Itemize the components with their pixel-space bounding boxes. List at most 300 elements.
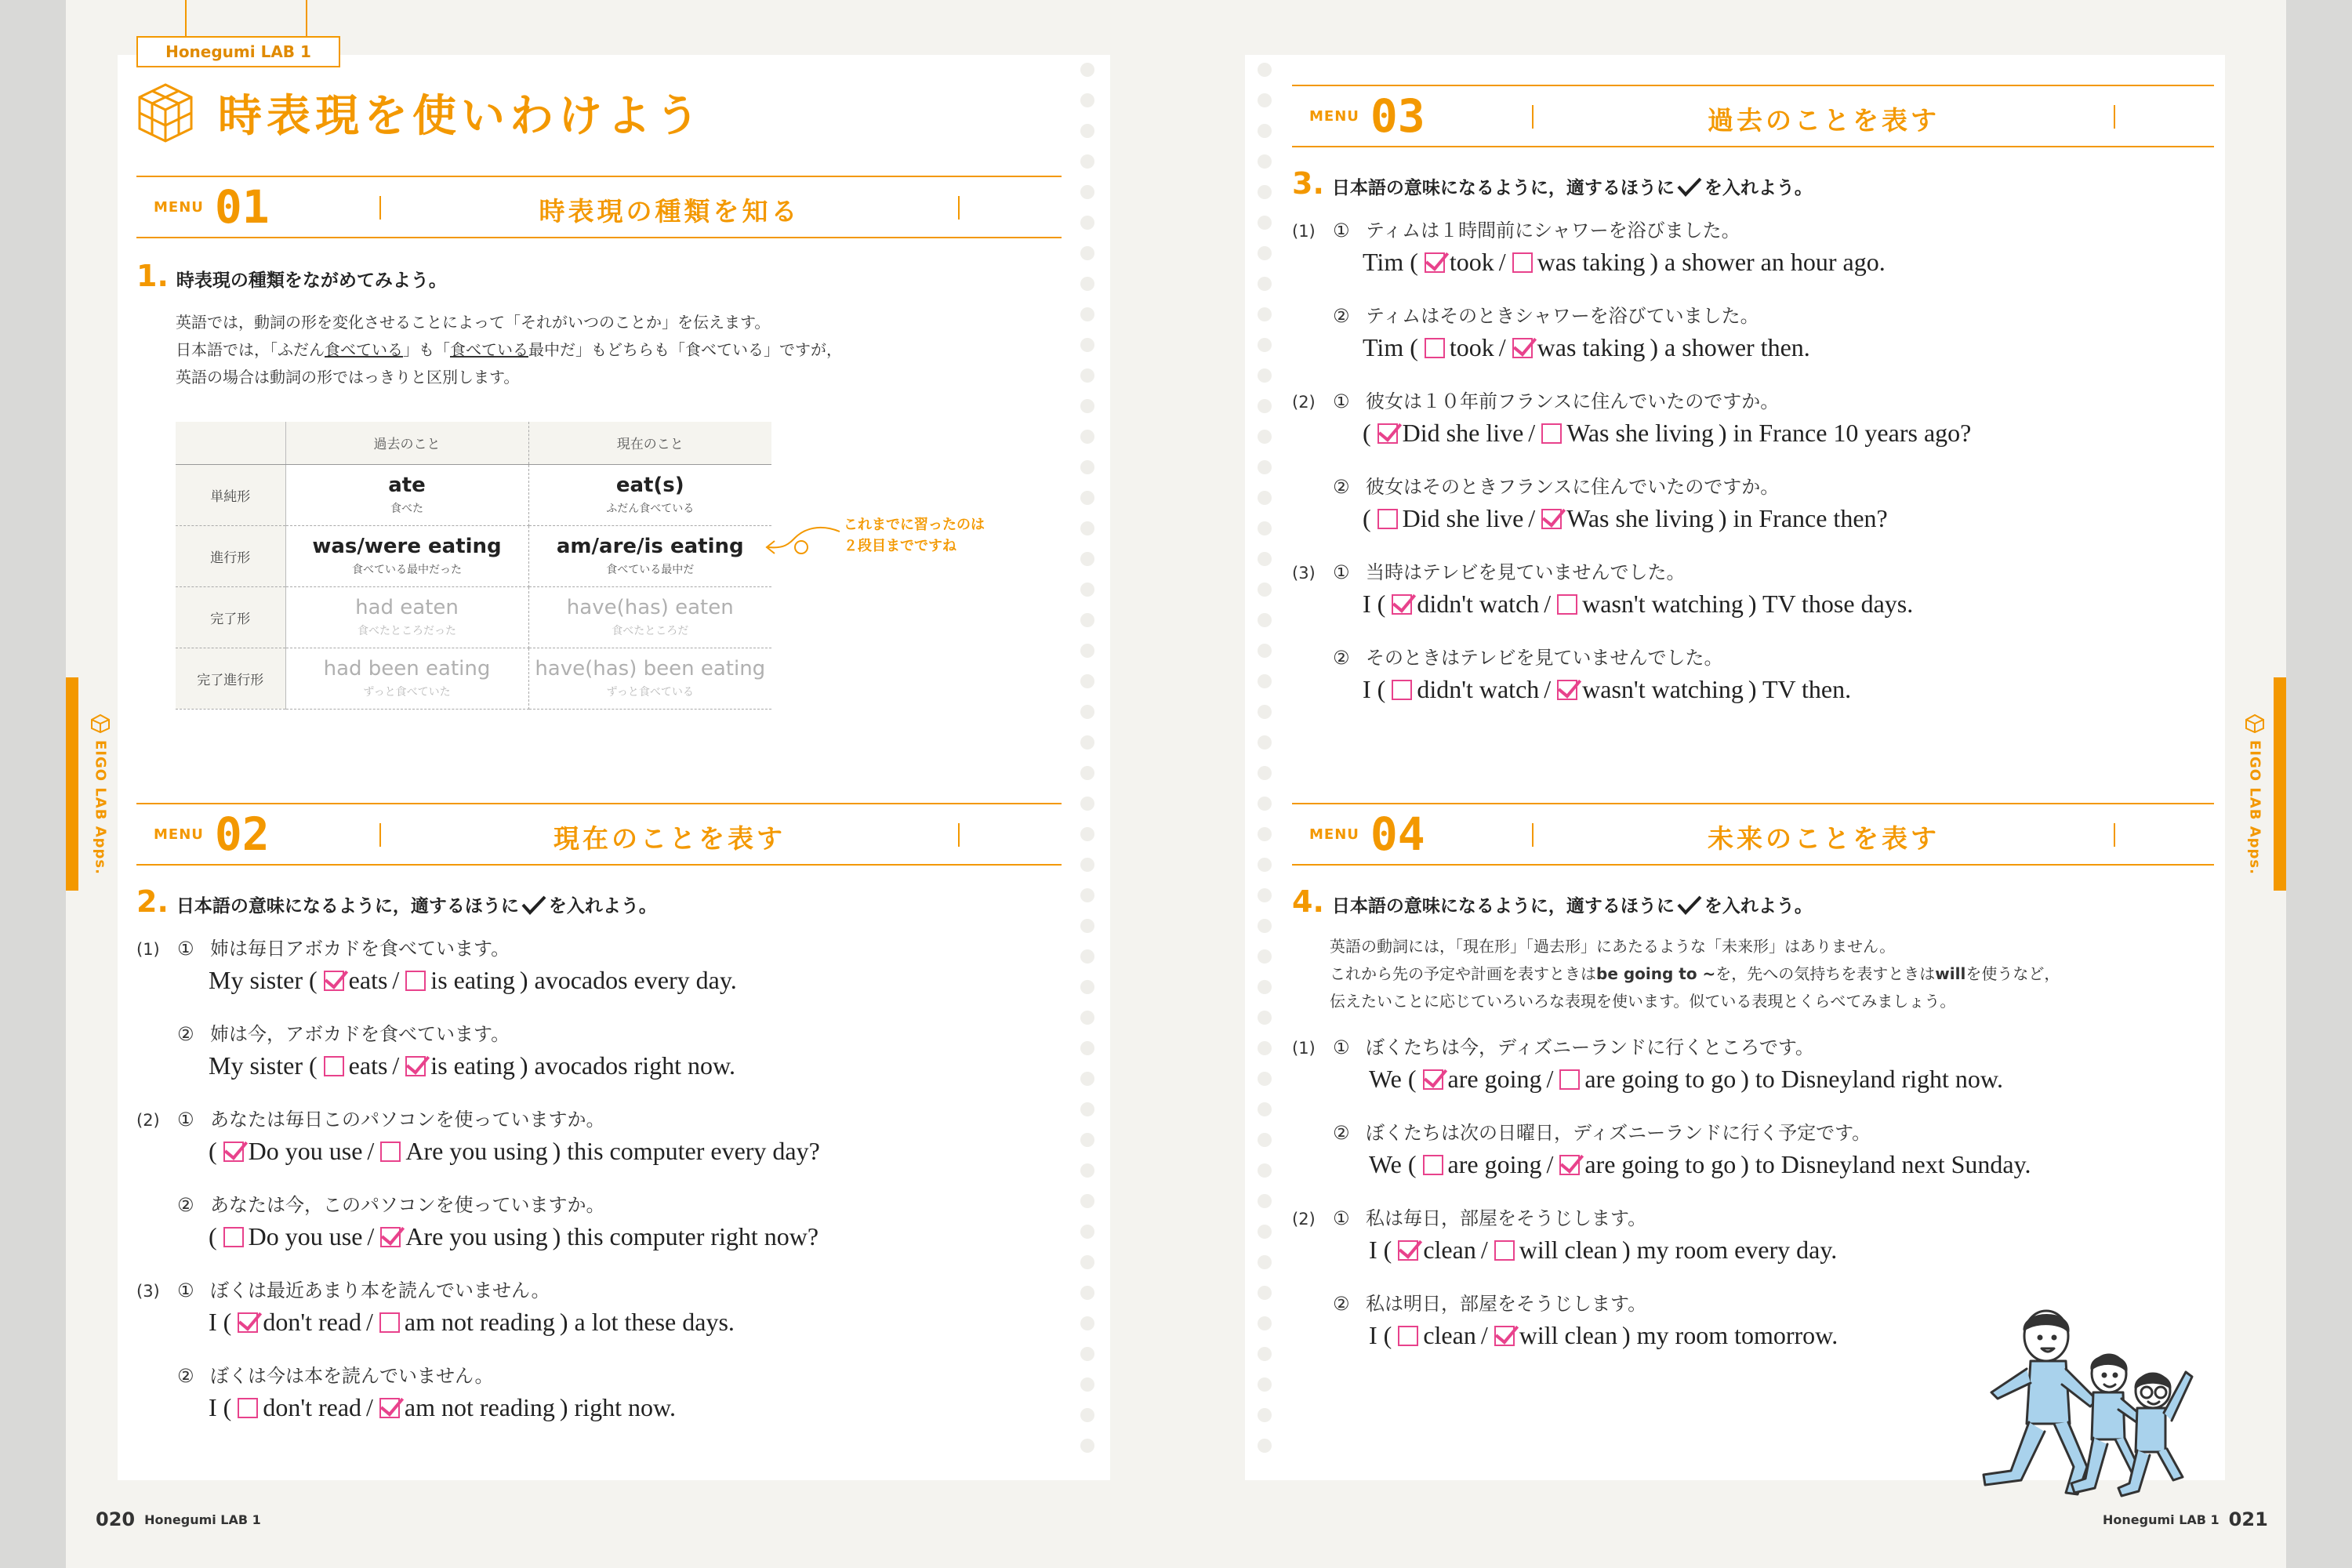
question-number: 3. [1292, 166, 1324, 201]
menu-title: 時表現の種類を知る [539, 196, 800, 227]
option-slash: / [1480, 1236, 1488, 1264]
item-number: ① [177, 938, 194, 960]
checkbox-option-1[interactable] [1398, 1240, 1418, 1261]
option-slash: / [1528, 504, 1536, 532]
sentence-end: ) my room every day. [1621, 1236, 1838, 1264]
cell-past [285, 586, 528, 648]
sentence-end: ) this computer every day? [552, 1137, 820, 1165]
cube-grid-icon [90, 713, 111, 734]
exercise-answer [1369, 1321, 1838, 1350]
binding-hole [1080, 521, 1094, 535]
question-3-heading [1292, 166, 1813, 201]
menu-number: 03 [1370, 89, 1425, 143]
checkbox-option-1[interactable] [238, 1312, 258, 1333]
table-row [176, 525, 771, 586]
exercise-prompt [136, 1104, 605, 1131]
binding-hole [1080, 399, 1094, 413]
cell-form: was/were eating [312, 535, 502, 558]
exercise-answer [1369, 1150, 2031, 1179]
table-header-present: 現在のこと [528, 422, 771, 464]
curved-arrow-icon [757, 521, 844, 560]
option-slash: / [1546, 1065, 1554, 1093]
question-text-a: 日本語の意味になるように，適するほうに [1331, 896, 1675, 916]
cell-past [285, 648, 528, 709]
question-text [176, 891, 657, 917]
group-number: (1) [1292, 1039, 1316, 1058]
checkbox-option-2[interactable] [1559, 1155, 1580, 1175]
checkbox-option-1[interactable] [1425, 252, 1445, 273]
binding-hole [1258, 1011, 1272, 1025]
page-number: 021 [2228, 1508, 2268, 1530]
exercise-prompt [136, 933, 510, 960]
binding-hole [1258, 521, 1272, 535]
option-2-text: was taking [1537, 248, 1646, 276]
check-mark-icon [1676, 176, 1703, 197]
binding-hole [1080, 735, 1094, 750]
binding-hole [1080, 613, 1094, 627]
sentence-start: Tim ( [1363, 333, 1418, 361]
cell-meaning: 食べたところだった [358, 625, 456, 637]
checkbox-option-1[interactable] [1423, 1155, 1443, 1175]
sentence-end: ) to Disneyland right now. [1740, 1065, 2003, 1093]
item-number: ① [1333, 220, 1350, 241]
sentence-end: ) right now. [559, 1393, 676, 1421]
binding-hole [1258, 552, 1272, 566]
exercise-answer [1363, 590, 1913, 619]
option-slash: / [1480, 1321, 1488, 1349]
option-slash: / [392, 966, 400, 994]
menu-number: 04 [1370, 808, 1425, 861]
note-line: これまでに習ったのは [844, 517, 985, 533]
question-2-heading [136, 884, 657, 919]
sentence-end: ) a lot these days. [559, 1308, 735, 1336]
option-1-text: don't read [263, 1393, 362, 1421]
cell-meaning: 食べている最中だった [352, 564, 462, 576]
binding-hole [1258, 1041, 1272, 1055]
checkbox-option-1[interactable] [1425, 338, 1445, 358]
intro-text: を使うなど， [1965, 964, 2060, 983]
binding-hole [1258, 980, 1272, 994]
binding-hole [1258, 1225, 1272, 1239]
option-slash: / [392, 1051, 400, 1080]
sentence-start: Tim ( [1363, 248, 1418, 276]
menu-title: 過去のことを表す [1708, 105, 1940, 136]
option-1-text: clean [1423, 1236, 1476, 1264]
option-1-text: Did she live [1402, 419, 1524, 447]
binding-holes-left [1080, 63, 1094, 1469]
checkbox-option-1[interactable] [324, 1056, 344, 1076]
item-number: ① [1333, 390, 1350, 412]
cell-form: am/are/is eating [556, 535, 744, 558]
binding-hole [1258, 185, 1272, 199]
table-corner [176, 422, 285, 464]
option-slash: / [1498, 333, 1506, 361]
cell-present [528, 648, 771, 709]
item-number: ① [1333, 1207, 1350, 1229]
question-text-b: を入れよう。 [1704, 896, 1813, 916]
binding-hole [1258, 491, 1272, 505]
binding-hole [1258, 827, 1272, 841]
page-title-text: 時表現を使いわけよう [218, 91, 704, 142]
menu-03-bar [1292, 85, 2214, 147]
cell-form: eat(s) [615, 474, 684, 497]
binding-hole [1258, 949, 1272, 964]
checkbox-option-2[interactable] [1559, 1069, 1580, 1090]
binding-hole [1080, 216, 1094, 230]
checkbox-option-2[interactable] [380, 1227, 401, 1247]
binding-hole [1258, 1316, 1272, 1330]
checkbox-option-1[interactable] [1377, 423, 1398, 444]
binding-hole [1080, 246, 1094, 260]
japanese-sentence: ぼくたちは今，ディズニーランドに行くところです。 [1366, 1036, 1814, 1058]
binding-hole [1258, 368, 1272, 383]
intro-line: 伝えたいことに応じていろいろな表現を使います。似ている表現とくらべてみましょう。 [1330, 992, 1956, 1011]
exercise-answer [209, 1308, 735, 1337]
option-slash: / [366, 1308, 373, 1336]
question-number: 4. [1292, 884, 1324, 919]
checkbox-option-2[interactable] [1512, 338, 1533, 358]
sentence-start: My sister ( [209, 966, 318, 994]
binding-hole [1080, 827, 1094, 841]
cube-grid-icon [2245, 713, 2265, 734]
exercise-prompt [1292, 642, 1723, 670]
binding-hole [1258, 124, 1272, 138]
row-label: 進行形 [176, 525, 285, 586]
tag-string-right [306, 0, 307, 38]
binding-hole [1080, 980, 1094, 994]
checkbox-option-2[interactable] [405, 971, 426, 991]
japanese-sentence: 姉は今，アボカドを食べています。 [210, 1023, 510, 1045]
option-2-text: am not reading [404, 1393, 555, 1421]
checkbox-option-2[interactable] [1541, 423, 1562, 444]
sentence-end: ) in France 10 years ago? [1718, 419, 1972, 447]
option-2-text: wasn't watching [1582, 675, 1744, 703]
option-2-text: Are you using [405, 1137, 548, 1165]
binding-hole [1080, 368, 1094, 383]
page-number: 020 [96, 1508, 136, 1530]
option-1-text: Did she live [1402, 504, 1524, 532]
checkbox-option-2[interactable] [1557, 680, 1577, 700]
question-number: 1. [136, 259, 169, 293]
japanese-sentence: あなたは毎日このパソコンを使っていますか。 [210, 1109, 605, 1131]
sentence-end: ) TV then. [1748, 675, 1852, 703]
binding-hole [1080, 124, 1094, 138]
cell-meaning: 食べている最中だ [606, 564, 695, 576]
menu-separator [2114, 823, 2115, 847]
option-slash: / [367, 1222, 375, 1250]
sentence-start: We ( [1369, 1150, 1417, 1178]
japanese-sentence: 当時はテレビを見ていませんでした。 [1366, 561, 1686, 583]
exercise-prompt [136, 1189, 605, 1217]
binding-hole [1258, 1163, 1272, 1178]
checkbox-option-2[interactable] [380, 1142, 401, 1162]
footer-label: Honegumi LAB 1 [144, 1512, 261, 1527]
note-line: ２段目までですね [844, 538, 956, 554]
binding-hole [1258, 674, 1272, 688]
checkbox-option-1[interactable] [1392, 680, 1412, 700]
checkbox-option-1[interactable] [324, 971, 344, 991]
group-number: (3) [1292, 564, 1316, 583]
side-label-text: EIGO LAB Apps. [92, 740, 109, 875]
lab-tag: Honegumi LAB 1 [136, 36, 340, 67]
exercise-answer [209, 1393, 676, 1422]
checkbox-option-2[interactable] [1494, 1240, 1515, 1261]
binding-hole [1080, 1011, 1094, 1025]
cell-meaning: 食べた [390, 503, 423, 515]
intro-text: これから先の予定や計画を表すときは [1330, 964, 1596, 983]
binding-hole [1258, 460, 1272, 474]
cell-present [528, 525, 771, 586]
menu-separator [958, 196, 960, 220]
option-2-text: are going to go [1584, 1150, 1737, 1178]
cell-form: had eaten [355, 596, 459, 619]
exercise-answer [1369, 1236, 1837, 1265]
binding-hole [1258, 430, 1272, 444]
option-slash: / [367, 1137, 375, 1165]
option-2-text: am not reading [404, 1308, 555, 1336]
binding-hole [1080, 949, 1094, 964]
japanese-sentence: そのときはテレビを見ていませんでした。 [1366, 647, 1723, 669]
question-text-a: 日本語の意味になるように，適するほうに [176, 896, 519, 916]
japanese-sentence: あなたは今，このパソコンを使っていますか。 [210, 1194, 605, 1216]
item-number: ① [1333, 561, 1350, 583]
exercise-prompt [1292, 386, 1779, 413]
group-number: (2) [1292, 1210, 1316, 1229]
binding-hole [1080, 1225, 1094, 1239]
exercise-prompt [1292, 1117, 1871, 1145]
binding-hole [1080, 919, 1094, 933]
option-1-text: didn't watch [1417, 590, 1540, 618]
table-row [176, 464, 771, 525]
sentence-start: I ( [1363, 675, 1386, 703]
binding-hole [1258, 735, 1272, 750]
japanese-sentence: ティムはそのときシャワーを浴びていました。 [1366, 305, 1759, 327]
option-1-text: didn't watch [1417, 675, 1540, 703]
cell-past [285, 525, 528, 586]
binding-hole [1258, 919, 1272, 933]
japanese-sentence: ぼくは最近あまり本を読んでいません。 [210, 1279, 550, 1301]
binding-hole [1258, 246, 1272, 260]
checkbox-option-2[interactable] [379, 1398, 400, 1418]
table-header-past: 過去のこと [285, 422, 528, 464]
sentence-end: ) avocados every day. [519, 966, 737, 994]
binding-hole [1258, 1377, 1272, 1392]
cube-grid-icon [136, 82, 194, 144]
exercise-prompt [136, 1018, 510, 1046]
exercise-prompt [1292, 215, 1740, 242]
binding-hole [1258, 1255, 1272, 1269]
tense-table [176, 422, 771, 710]
binding-hole [1080, 797, 1094, 811]
menu-number: 01 [214, 180, 270, 234]
item-number: ② [177, 1023, 194, 1045]
sentence-end: ) to Disneyland next Sunday. [1740, 1150, 2031, 1178]
binding-hole [1080, 644, 1094, 658]
cell-meaning: ずっと食べていた [363, 686, 451, 699]
exercise-answer [1363, 419, 1971, 448]
option-1-text: eats [348, 1051, 388, 1080]
binding-hole [1258, 399, 1272, 413]
binding-hole [1258, 797, 1272, 811]
exercise-prompt [136, 1360, 493, 1388]
binding-hole [1080, 63, 1094, 77]
binding-hole [1080, 583, 1094, 597]
tag-string-left [185, 0, 187, 38]
option-1-text: clean [1423, 1321, 1476, 1349]
binding-hole [1258, 1194, 1272, 1208]
option-2-text: will clean [1519, 1321, 1617, 1349]
intro-underlined: 食べている [450, 340, 528, 359]
group-number: (2) [136, 1111, 160, 1130]
checkbox-option-1[interactable] [1398, 1326, 1418, 1346]
checkbox-option-2[interactable] [1494, 1326, 1515, 1346]
option-1-text: eats [348, 966, 388, 994]
intro-line [176, 336, 842, 364]
checkbox-option-1[interactable] [1392, 594, 1412, 615]
sentence-end: ) this computer right now? [552, 1222, 819, 1250]
cell-form: have(has) eaten [566, 596, 734, 619]
binding-hole [1080, 1133, 1094, 1147]
intro-line [1330, 960, 2060, 988]
binding-hole [1080, 858, 1094, 872]
checkbox-option-1[interactable] [223, 1142, 244, 1162]
checkbox-option-2[interactable] [1512, 252, 1533, 273]
checkbox-option-1[interactable] [223, 1227, 244, 1247]
binding-hole [1258, 888, 1272, 902]
checkbox-option-1[interactable] [1377, 509, 1398, 529]
binding-hole [1258, 1439, 1272, 1453]
menu-label: MENU [1309, 826, 1359, 843]
sentence-start: We ( [1369, 1065, 1417, 1093]
sentence-end: ) a shower an hour ago. [1650, 248, 1886, 276]
binding-hole [1080, 338, 1094, 352]
question-text-b: を入れよう。 [1704, 178, 1813, 198]
binding-hole [1258, 1347, 1272, 1361]
check-mark-icon [1676, 895, 1703, 915]
sentence-start: I ( [209, 1308, 232, 1336]
sentence-start: I ( [1369, 1321, 1392, 1349]
binding-hole [1080, 1072, 1094, 1086]
option-2-text: wasn't watching [1582, 590, 1744, 618]
sentence-end: ) TV those days. [1748, 590, 1914, 618]
page-title [136, 82, 704, 144]
item-number: ② [1333, 305, 1350, 327]
question-1-heading [136, 259, 447, 293]
cell-present [528, 586, 771, 648]
group-number: (1) [1292, 222, 1316, 241]
binding-hole [1258, 63, 1272, 77]
option-2-text: will clean [1519, 1236, 1617, 1264]
sentence-start: ( [209, 1222, 217, 1250]
table-row [176, 648, 771, 709]
option-1-text: took [1449, 248, 1494, 276]
side-label-right [2239, 713, 2270, 878]
intro-bold: be going to ~ [1596, 964, 1716, 983]
binding-hole [1258, 338, 1272, 352]
checkbox-option-2[interactable] [379, 1312, 400, 1333]
side-label-text: EIGO LAB Apps. [2246, 740, 2263, 875]
binding-hole [1080, 766, 1094, 780]
binding-hole [1258, 277, 1272, 291]
exercise-prompt [1292, 471, 1779, 499]
sentence-end: ) in France then? [1718, 504, 1888, 532]
sentence-end: ) a shower then. [1650, 333, 1810, 361]
menu-title: 未来のことを表す [1708, 823, 1940, 854]
checkbox-option-2[interactable] [405, 1056, 426, 1076]
question-text-b: を入れよう。 [548, 896, 657, 916]
row-label: 単純形 [176, 464, 285, 525]
row-label: 完了進行形 [176, 648, 285, 709]
question-4-heading [1292, 884, 1813, 919]
checkbox-option-1[interactable] [238, 1398, 258, 1418]
sentence-start: ( [1363, 419, 1371, 447]
exercise-answer [1363, 333, 1810, 362]
table-row [176, 586, 771, 648]
binding-hole [1080, 277, 1094, 291]
item-number: ① [177, 1279, 194, 1301]
option-1-text: took [1449, 333, 1494, 361]
binding-holes-right [1258, 63, 1272, 1469]
option-1-text: don't read [263, 1308, 362, 1336]
exercise-prompt [136, 1275, 550, 1302]
menu-separator [958, 823, 960, 847]
binding-hole [1258, 1102, 1272, 1116]
japanese-sentence: ティムは１時間前にシャワーを浴びました。 [1366, 220, 1740, 241]
item-number: ② [1333, 1122, 1350, 1144]
cell-present [528, 464, 771, 525]
cell-past [285, 464, 528, 525]
binding-hole [1080, 888, 1094, 902]
exercise-answer [1369, 1065, 2003, 1094]
question-text-a: 日本語の意味になるように，適するほうに [1331, 178, 1675, 198]
exercise-answer [1363, 675, 1851, 704]
group-number: (3) [136, 1282, 160, 1301]
binding-hole [1258, 216, 1272, 230]
side-tab-right [2274, 677, 2286, 891]
cell-form: ate [388, 474, 426, 497]
option-1-text: are going [1447, 1150, 1542, 1178]
option-slash: / [1546, 1150, 1554, 1178]
table-note [844, 514, 985, 557]
binding-hole [1080, 93, 1094, 107]
exercise-answer [1363, 248, 1886, 277]
binding-hole [1258, 644, 1272, 658]
intro-text: を，先への気持ちを表すときは [1715, 964, 1936, 983]
side-tab-left [66, 677, 78, 891]
menu-label: MENU [1309, 107, 1359, 125]
binding-hole [1258, 1408, 1272, 1422]
option-1-text: Do you use [248, 1137, 363, 1165]
item-number: ② [1333, 1293, 1350, 1315]
binding-hole [1258, 307, 1272, 321]
binding-hole [1080, 1408, 1094, 1422]
binding-hole [1258, 1133, 1272, 1147]
sentence-start: ( [1363, 504, 1371, 532]
binding-hole [1080, 1041, 1094, 1055]
intro-line: 英語では，動詞の形を変化させることによって「それがいつのことか」を伝えます。 [176, 313, 771, 332]
exercise-prompt [1292, 1032, 1814, 1059]
binding-hole [1258, 154, 1272, 169]
footer-left [96, 1508, 261, 1530]
binding-hole [1258, 1072, 1272, 1086]
checkbox-option-1[interactable] [1423, 1069, 1443, 1090]
binding-hole [1080, 307, 1094, 321]
sentence-start: I ( [209, 1393, 232, 1421]
checkbox-option-2[interactable] [1541, 509, 1562, 529]
intro-underlined: 食べている [325, 340, 403, 359]
checkbox-option-2[interactable] [1557, 594, 1577, 615]
menu-04-intro [1330, 933, 2060, 1015]
